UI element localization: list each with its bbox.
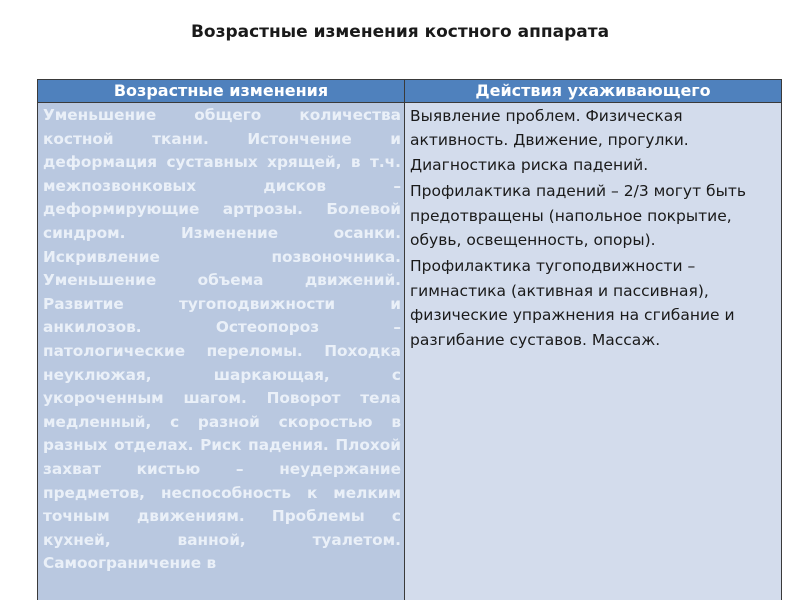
header-age-changes: Возрастные изменения — [38, 80, 405, 103]
action-paragraph-3: Профилактика тугоподвижности – гимнастика (активная и пассивная), физические упражнения на сгибание и разгибание суставов. Массаж. — [410, 257, 735, 349]
slide-title: Возрастные изменения костного аппарата — [190, 22, 610, 42]
age-changes-text: Уменьшение общего количества костной ткани. Истончение и деформация суставных хрящей, в т.ч. межпозвонковых дисков – деформирующие артрозы. Болевой синдром. Изменение осанки. Искривление позвоночника. Уменьшение объема движений. Развитие тугоподвижности и анкилозов. Остеопороз – патологические переломы. Походка неуклюжая, шаркающая, с укороченным шагом. Поворот тела медленный, с разной скоростью в разных отделах. Риск падения. Плохой захват кистью – неудержание предметов, неспособность к мелким точным движениям. Проблемы с кухней, ванной, туалетом. Самоограничение в — [43, 106, 401, 573]
header-caregiver-actions: Действия ухаживающего — [405, 80, 782, 103]
table-header-row — [38, 80, 782, 103]
action-paragraph-2: Профилактика падений – 2/3 могут быть предотвращены (напольное покрытие, обувь, освещенность, опоры). — [410, 182, 747, 250]
action-paragraph-1: Выявление проблем. Физическая активность. Движение, прогулки. Диагностика риска падений. — [410, 107, 689, 174]
table-row — [38, 103, 782, 600]
caregiver-actions-cell — [405, 103, 782, 600]
care-table — [37, 79, 782, 600]
age-changes-cell — [38, 103, 405, 600]
